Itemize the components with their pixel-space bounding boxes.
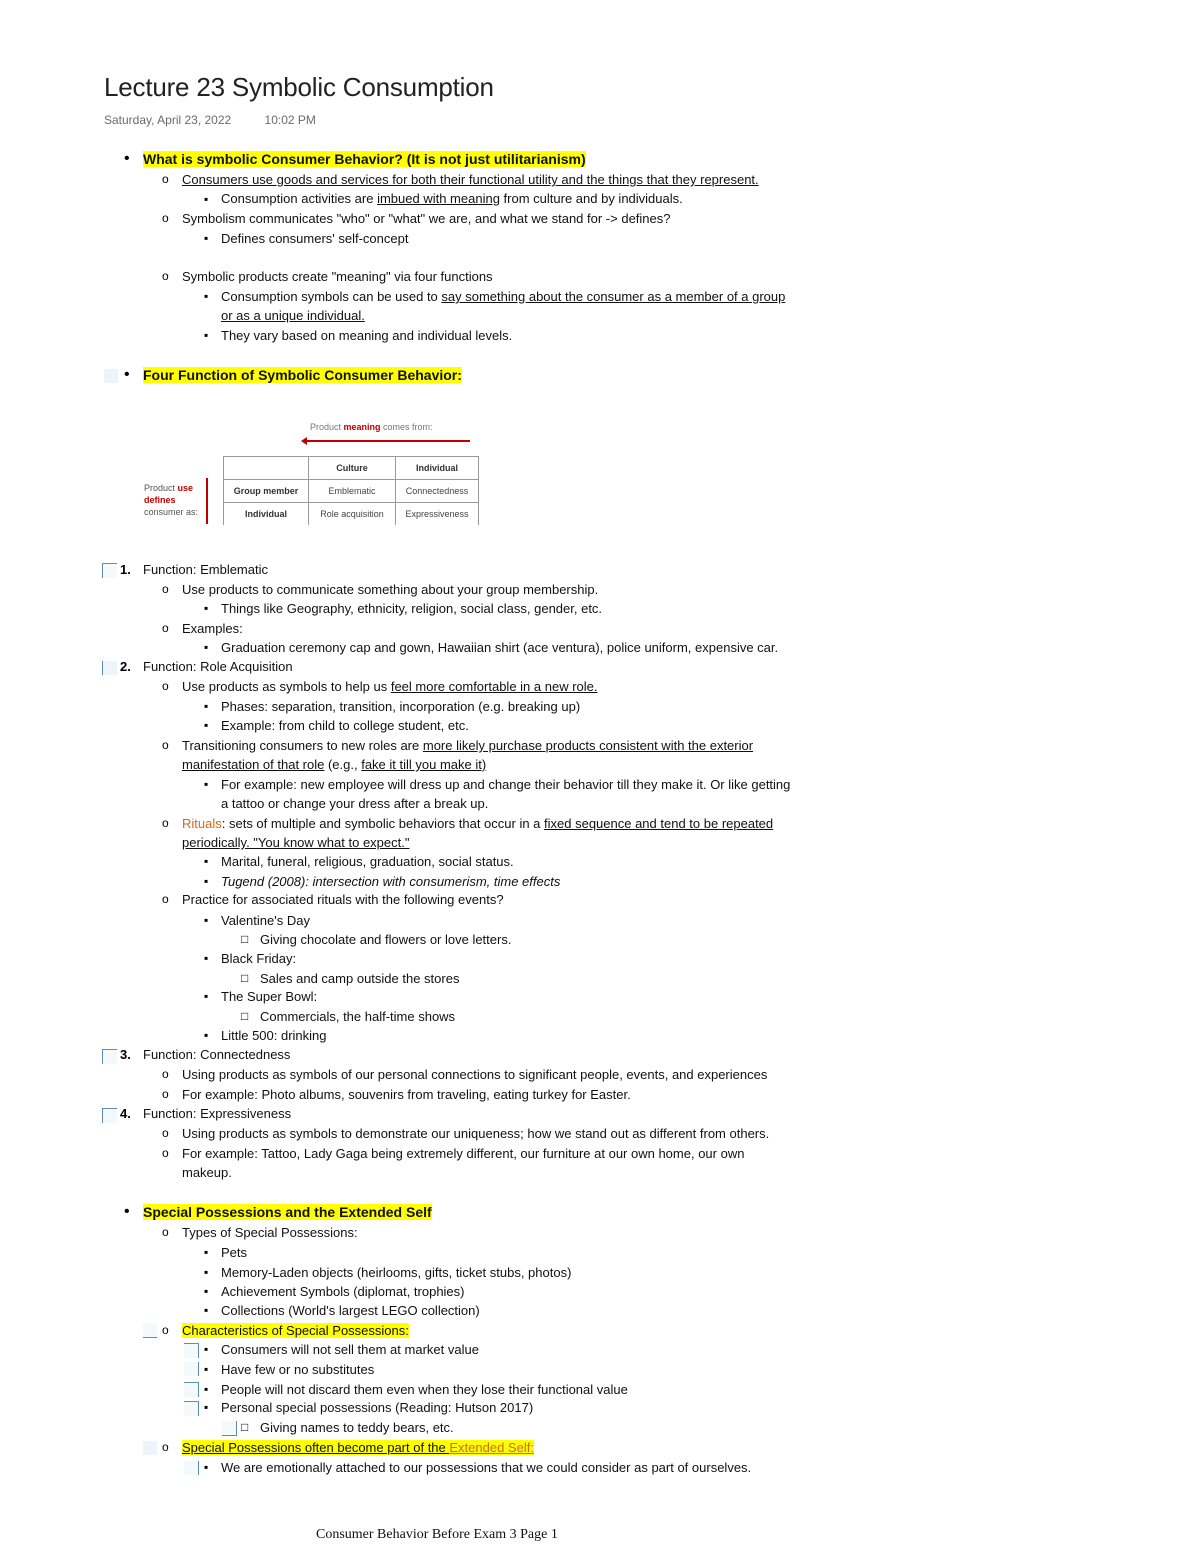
matrix-cell: Individual bbox=[396, 457, 479, 480]
bullet-square-icon bbox=[204, 716, 208, 734]
bullet-circle-icon bbox=[162, 1085, 169, 1103]
note-line[interactable]: Symbolism communicates "who" or "what" we are, and what we stand for -> defines? bbox=[182, 211, 671, 226]
bullet-circle-icon bbox=[162, 580, 169, 598]
matrix-cell: Connectedness bbox=[396, 480, 479, 503]
bullet-square-icon bbox=[204, 326, 208, 344]
todo-checkbox[interactable] bbox=[102, 563, 117, 578]
bullet-disc-icon bbox=[124, 366, 130, 384]
matrix-cell: Emblematic bbox=[309, 480, 396, 503]
bullet-square-icon bbox=[204, 229, 208, 247]
note-line-continued[interactable]: periodically. "You know what to expect." bbox=[182, 835, 410, 850]
bullet-circle-icon bbox=[162, 814, 169, 832]
matrix-cell: Expressiveness bbox=[396, 503, 479, 526]
todo-checkbox[interactable] bbox=[184, 1362, 199, 1376]
list-number: 2. bbox=[120, 659, 131, 674]
todo-checkbox[interactable] bbox=[102, 1108, 117, 1123]
possession-type[interactable]: Pets bbox=[221, 1245, 248, 1260]
bullet-square-icon bbox=[204, 1026, 208, 1044]
heading-text: Four Function of Symbolic Consumer Behavior: bbox=[143, 367, 462, 383]
page-footer: Consumer Behavior Before Exam 3 Page 1 bbox=[316, 1527, 558, 1542]
page-date: Saturday, April 23, 2022 bbox=[104, 113, 232, 127]
note-line[interactable]: Phases: separation, transition, incorporation (e.g. breaking up) bbox=[221, 699, 581, 714]
heading-text: What is symbolic Consumer Behavior? (It is not just utilitarianism) bbox=[143, 151, 586, 167]
bullet-square-icon bbox=[204, 697, 208, 715]
matrix-cell: Culture bbox=[309, 457, 396, 480]
function-title[interactable]: Function: Role Acquisition bbox=[143, 659, 293, 674]
event-detail[interactable]: Giving chocolate and flowers or love letters. bbox=[260, 932, 512, 947]
note-line[interactable]: For example: Photo albums, souvenirs from traveling, eating turkey for Easter. bbox=[182, 1087, 631, 1102]
note-line[interactable] bbox=[182, 1439, 534, 1457]
bullet-circle-icon bbox=[162, 209, 169, 227]
matrix-row bbox=[224, 480, 479, 503]
list-number: 3. bbox=[120, 1047, 131, 1062]
matrix-cell: Role acquisition bbox=[309, 503, 396, 526]
note-line[interactable] bbox=[182, 737, 753, 755]
note-line[interactable] bbox=[221, 190, 683, 208]
note-line[interactable]: Using products as symbols of our personal connections to significant people, events, and experiences bbox=[182, 1067, 768, 1082]
characteristic[interactable]: Have few or no substitutes bbox=[221, 1362, 375, 1377]
todo-checkbox[interactable] bbox=[102, 661, 117, 675]
bullet-square-icon bbox=[204, 852, 208, 870]
text: Product bbox=[310, 422, 344, 432]
note-line[interactable]: Graduation ceremony cap and gown, Hawaiian shirt (ace ventura), police uniform, expensive car. bbox=[221, 640, 779, 655]
bullet-square-icon bbox=[204, 190, 208, 208]
matrix-cell bbox=[224, 457, 309, 480]
matrix-cell: Individual bbox=[224, 503, 309, 526]
bullet-circle-icon bbox=[162, 619, 169, 637]
note-line[interactable]: Tugend (2008): intersection with consumerism, time effects bbox=[221, 874, 561, 889]
diagram-row-label bbox=[144, 482, 206, 518]
todo-checkbox[interactable] bbox=[184, 1343, 199, 1358]
text: Use products as symbols to help us bbox=[182, 679, 391, 694]
possession-type[interactable]: Achievement Symbols (diplomat, trophies) bbox=[221, 1284, 465, 1299]
section-heading-four-functions[interactable] bbox=[143, 366, 462, 384]
bullet-square-icon bbox=[204, 1282, 208, 1300]
event-name[interactable]: Black Friday: bbox=[221, 951, 297, 966]
underlined-text: fixed sequence and tend to be repeated bbox=[544, 816, 774, 831]
note-line-continued[interactable]: makeup. bbox=[182, 1165, 232, 1180]
matrix-cell: Group member bbox=[224, 480, 309, 503]
event-detail[interactable]: Sales and camp outside the stores bbox=[260, 971, 460, 986]
text: use bbox=[177, 483, 194, 493]
note-line[interactable] bbox=[221, 288, 785, 306]
note-line[interactable]: Examples: bbox=[182, 621, 243, 636]
todo-checkbox[interactable] bbox=[184, 1382, 199, 1397]
bullet-hollow-square-icon bbox=[241, 930, 248, 948]
text: (e.g., bbox=[324, 757, 362, 772]
note-line[interactable] bbox=[182, 678, 597, 696]
bullet-square-icon bbox=[204, 775, 208, 793]
bullet-circle-icon bbox=[162, 1144, 169, 1162]
text: from culture and by individuals. bbox=[499, 191, 683, 206]
characteristic[interactable]: Personal special possessions (Reading: Hutson 2017) bbox=[221, 1400, 534, 1415]
functions-matrix bbox=[223, 456, 479, 525]
bullet-square-icon bbox=[204, 1360, 208, 1378]
note-line[interactable]: They vary based on meaning and individual levels. bbox=[221, 328, 513, 343]
note-line[interactable] bbox=[182, 815, 773, 833]
event-name[interactable]: Little 500: drinking bbox=[221, 1028, 327, 1043]
text: comes from: bbox=[380, 422, 433, 432]
bullet-square-icon bbox=[204, 1243, 208, 1261]
highlighted-text: Special Possessions often become part of the bbox=[182, 1440, 450, 1455]
bullet-square-icon bbox=[204, 1458, 208, 1476]
bullet-square-icon bbox=[204, 1340, 208, 1358]
event-name[interactable]: The Super Bowl: bbox=[221, 989, 318, 1004]
bullet-circle-icon bbox=[162, 1321, 169, 1339]
possession-type[interactable]: Memory-Laden objects (heirlooms, gifts, ticket stubs, photos) bbox=[221, 1265, 572, 1280]
bracket-icon bbox=[206, 478, 208, 524]
text: Consumption activities are bbox=[221, 191, 378, 206]
function-title[interactable]: Function: Emblematic bbox=[143, 562, 268, 577]
section-heading-special-possessions[interactable] bbox=[143, 1203, 432, 1221]
note-line[interactable]: Marital, funeral, religious, graduation, social status. bbox=[221, 854, 514, 869]
todo-checkbox[interactable] bbox=[102, 1049, 117, 1064]
bullet-square-icon bbox=[204, 872, 208, 890]
bullet-square-icon bbox=[204, 987, 208, 1005]
todo-checkbox[interactable] bbox=[184, 1461, 199, 1475]
underlined-text: say something about the consumer as a member of a group bbox=[441, 289, 786, 304]
list-number: 1. bbox=[120, 562, 131, 577]
event-name[interactable]: Valentine's Day bbox=[221, 913, 310, 928]
text: : sets of multiple and symbolic behaviors that occur in a bbox=[221, 816, 545, 831]
list-number: 4. bbox=[120, 1106, 131, 1121]
note-line[interactable]: Consumers use goods and services for both their functional utility and the things that they represent. bbox=[182, 172, 759, 187]
bullet-circle-icon bbox=[162, 170, 169, 188]
page-meta bbox=[104, 113, 316, 127]
bullet-disc-icon bbox=[124, 150, 130, 168]
bullet-square-icon bbox=[204, 599, 208, 617]
text: Transitioning consumers to new roles are bbox=[182, 738, 423, 753]
bullet-circle-icon bbox=[162, 1438, 169, 1456]
bullet-square-icon bbox=[204, 911, 208, 929]
bullet-circle-icon bbox=[162, 890, 169, 908]
underlined-text: manifestation of that role bbox=[182, 757, 325, 772]
note-line[interactable]: We are emotionally attached to our possessions that we could consider as part of ourselves. bbox=[221, 1460, 752, 1475]
page-time: 10:02 PM bbox=[264, 113, 316, 127]
checkbox-placeholder[interactable] bbox=[143, 1441, 157, 1455]
note-line[interactable]: Types of Special Possessions: bbox=[182, 1225, 358, 1240]
bullet-hollow-square-icon bbox=[241, 969, 248, 987]
note-line[interactable]: For example: Tattoo, Lady Gaga being extremely different, our furniture at our own home, our own bbox=[182, 1146, 745, 1161]
note-line-continued[interactable] bbox=[182, 756, 486, 774]
note-line[interactable]: Use products to communicate something about your group membership. bbox=[182, 582, 599, 597]
event-detail[interactable]: Commercials, the half-time shows bbox=[260, 1009, 456, 1024]
bullet-hollow-square-icon bbox=[241, 1418, 248, 1436]
note-line[interactable]: Example: from child to college student, etc. bbox=[221, 718, 469, 733]
matrix-row bbox=[224, 503, 479, 526]
note-line-continued[interactable]: or as a unique individual. bbox=[221, 308, 365, 323]
four-functions-diagram bbox=[140, 416, 480, 530]
bullet-circle-icon bbox=[162, 677, 169, 695]
bullet-circle-icon bbox=[162, 736, 169, 754]
underlined-text: feel more comfortable in a new role. bbox=[390, 679, 598, 694]
text: meaning bbox=[343, 422, 381, 432]
characteristic[interactable]: Consumers will not sell them at market value bbox=[221, 1342, 479, 1357]
underlined-text: fake it till you make it) bbox=[361, 757, 487, 772]
underlined-text: imbued with meaning bbox=[377, 191, 500, 206]
possession-type[interactable]: Collections (World's largest LEGO collection) bbox=[221, 1303, 480, 1318]
bullet-disc-icon bbox=[124, 1203, 130, 1221]
heading-text: Special Possessions and the Extended Self bbox=[143, 1204, 432, 1220]
todo-checkbox[interactable] bbox=[222, 1421, 237, 1436]
note-line[interactable]: For example: new employee will dress up and change their behavior till they make it. Or like getting bbox=[221, 777, 791, 792]
bullet-circle-icon bbox=[162, 1223, 169, 1241]
orange-text: Rituals bbox=[182, 816, 222, 831]
todo-checkbox[interactable] bbox=[143, 1323, 157, 1338]
bullet-hollow-square-icon bbox=[241, 1007, 248, 1025]
highlighted-orange-text: Extended Self: bbox=[449, 1440, 534, 1455]
underlined-text: more likely purchase products consistent with the exterior bbox=[422, 738, 754, 753]
note-line[interactable]: Using products as symbols to demonstrate our uniqueness; how we stand out as different from others. bbox=[182, 1126, 770, 1141]
note-line[interactable]: Things like Geography, ethnicity, religion, social class, gender, etc. bbox=[221, 601, 603, 616]
todo-checkbox[interactable] bbox=[184, 1401, 199, 1416]
highlighted-text: Characteristics of Special Possessions: bbox=[182, 1323, 409, 1338]
bullet-square-icon bbox=[204, 1398, 208, 1416]
bullet-circle-icon bbox=[162, 1065, 169, 1083]
page-title[interactable]: Lecture 23 Symbolic Consumption bbox=[104, 72, 494, 102]
characteristic[interactable]: People will not discard them even when they lose their functional value bbox=[221, 1382, 628, 1397]
text: consumer as: bbox=[144, 507, 199, 517]
diagram-caption bbox=[310, 422, 433, 432]
characteristic-detail[interactable]: Giving names to teddy bears, etc. bbox=[260, 1420, 454, 1435]
function-title[interactable]: Function: Connectedness bbox=[143, 1047, 291, 1062]
note-line-continued[interactable]: a tattoo or change your dress after a break up. bbox=[221, 796, 489, 811]
bullet-square-icon bbox=[204, 1301, 208, 1319]
bullet-circle-icon bbox=[162, 267, 169, 285]
checkbox-placeholder[interactable] bbox=[104, 369, 118, 383]
text: defines bbox=[144, 495, 176, 505]
bullet-square-icon bbox=[204, 1380, 208, 1398]
note-line[interactable]: Practice for associated rituals with the following events? bbox=[182, 892, 504, 907]
bullet-square-icon bbox=[204, 949, 208, 967]
text: Consumption symbols can be used to bbox=[221, 289, 442, 304]
note-line[interactable] bbox=[182, 1322, 409, 1340]
arrow-left-icon bbox=[305, 440, 470, 442]
function-title[interactable]: Function: Expressiveness bbox=[143, 1106, 292, 1121]
note-line[interactable]: Defines consumers' self-concept bbox=[221, 231, 409, 246]
bullet-circle-icon bbox=[162, 1124, 169, 1142]
matrix-header-row bbox=[224, 457, 479, 480]
note-line[interactable]: Symbolic products create "meaning" via four functions bbox=[182, 269, 493, 284]
section-heading-symbolic[interactable] bbox=[143, 150, 586, 168]
bullet-square-icon bbox=[204, 287, 208, 305]
bullet-square-icon bbox=[204, 638, 208, 656]
bullet-square-icon bbox=[204, 1263, 208, 1281]
text: Product bbox=[144, 483, 178, 493]
